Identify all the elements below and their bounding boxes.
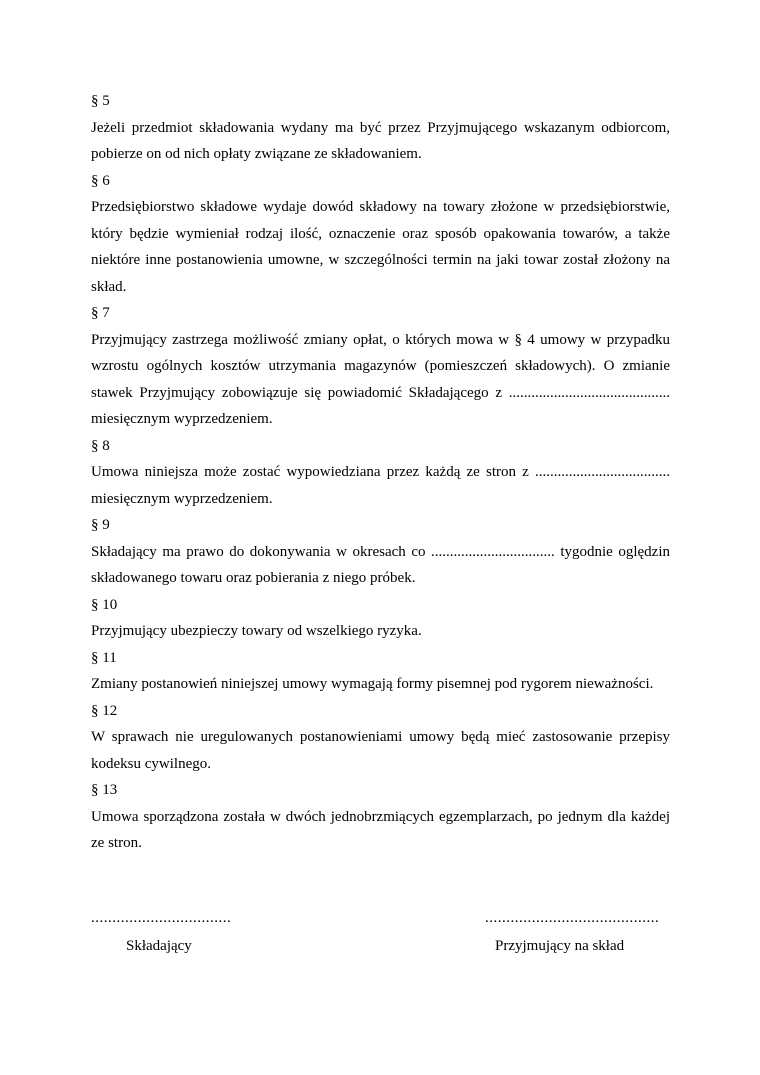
section-heading: § 11 — [91, 649, 117, 666]
section-heading: § 7 — [91, 305, 110, 321]
section-paragraph: Przyjmujący zastrzega możliwość zmiany opłat, o których mowa w § 4 umowy w przypadku wzrostu ogólnych kosztów utrzymania magazynów (pomieszczeń składowych). O zmianie stawek Przyjmujący zobowiązuje się powiadomić Składającego z ........................................... miesięcznym wyprzedzeniem. — [91, 331, 670, 427]
section-paragraph: Umowa niniejsza może zostać wypowiedziana przez każdą ze stron z .................................... miesięcznym wyprzedzeniem. — [91, 464, 670, 507]
section-heading: § 6 — [91, 172, 110, 189]
section-paragraph: Umowa sporządzona została w dwóch jednobrzmiących egzemplarzach, po jednym dla każdej ze stron. — [91, 808, 670, 851]
section-paragraph: Składający ma prawo do dokonywania w okresach co ................................. tygodnie oględzin składowanego towaru oraz pobierania z niego próbek. — [91, 543, 670, 586]
signature-label-left: Składający — [126, 938, 192, 954]
section-paragraph: Jeżeli przedmiot składowania wydany ma być przez Przyjmującego wskazanym odbiorcom, pobierze on od nich opłaty związane ze składowaniem. — [91, 119, 670, 162]
signature-label-right: Przyjmujący na skład — [495, 938, 625, 954]
section-paragraph: W sprawach nie uregulowanych postanowieniami umowy będą mieć zastosowanie przepisy kodeksu cywilnego. — [91, 729, 670, 772]
section-heading: § 13 — [91, 782, 118, 798]
section-heading: § 5 — [91, 93, 110, 109]
signature-line-left: ................................. — [91, 910, 232, 926]
signature-line-right: ......................................... — [485, 910, 660, 926]
section-heading: § 9 — [91, 517, 110, 533]
section-heading: § 10 — [91, 596, 118, 613]
section-paragraph: Zmiany postanowień niniejszej umowy wymagają formy pisemnej pod rygorem nieważności. — [91, 676, 654, 692]
document-body — [91, 88, 670, 857]
section-paragraph: Przedsiębiorstwo składowe wydaje dowód składowy na towary złożone w przedsiębiorstwie, który będzie wymieniał rodzaj ilość, oznaczenie oraz sposób opakowania towarów, a także niektóre inne postanowienia umowne, w szczególności termin na jaki towar został złożony na skład. — [91, 199, 670, 295]
section-paragraph: Przyjmujący ubezpieczy towary od wszelkiego ryzyka. — [91, 623, 422, 639]
section-heading: § 12 — [91, 702, 118, 719]
section-heading: § 8 — [91, 437, 110, 454]
